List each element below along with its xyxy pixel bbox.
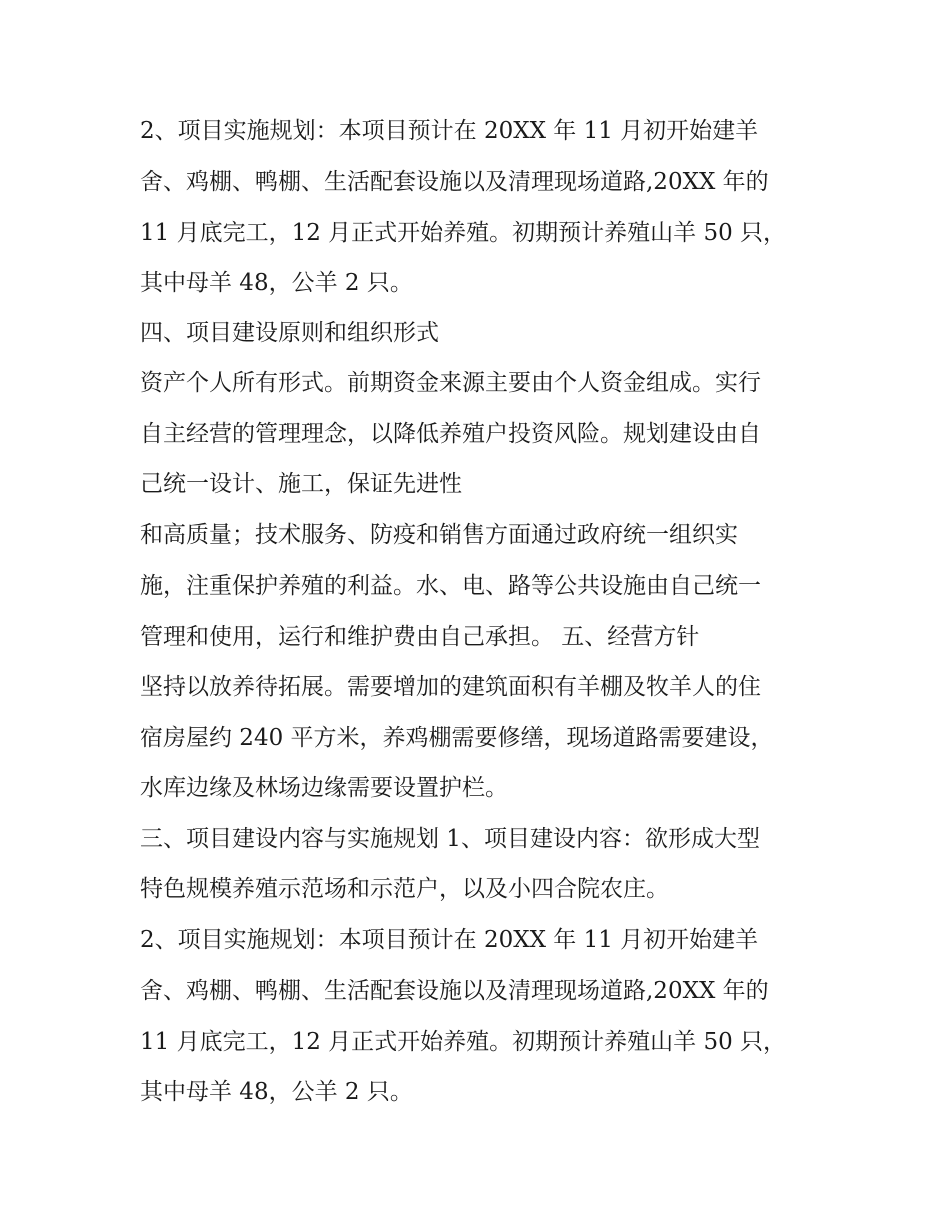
text-line: 和高质量；技术服务、防疫和销售方面通过政府统一组织实 <box>140 522 738 548</box>
text-line: 11 月底完工，12 月正式开始养殖。初期预计养殖山羊 50 只， <box>140 220 787 246</box>
text-line: 其中母羊 48，公羊 2 只。 <box>140 1079 413 1105</box>
text-line: 三、项目建设内容与实施规划 1、项目建设内容：欲形成大型 <box>140 826 760 852</box>
text-line: 11 月底完工，12 月正式开始养殖。初期预计养殖山羊 50 只， <box>140 1029 787 1055</box>
text-line: 其中母羊 48，公羊 2 只。 <box>140 270 413 296</box>
text-line: 宿房屋约 240 平方米，养鸡棚需要修缮，现场道路需要建设， <box>140 725 774 751</box>
section-heading: 四、项目建设原则和组织形式 <box>140 320 439 346</box>
text-line: 2、项目实施规划：本项目预计在 20XX 年 11 月初开始建羊 <box>140 927 759 953</box>
text-line: 自主经营的管理理念，以降低养殖户投资风险。规划建设由自 <box>140 421 761 447</box>
text-line: 管理和使用，运行和维护费由自己承担。 五、经营方针 <box>140 624 700 650</box>
text-line: 坚持以放养待拓展。需要增加的建筑面积有羊棚及牧羊人的住 <box>140 674 761 700</box>
text-line: 施，注重保护养殖的利益。水、电、路等公共设施由自己统一 <box>140 573 761 599</box>
text-line: 舍、鸡棚、鸭棚、生活配套设施以及清理现场道路,20XX 年的 <box>140 978 769 1004</box>
text-line: 舍、鸡棚、鸭棚、生活配套设施以及清理现场道路,20XX 年的 <box>140 169 769 195</box>
text-line: 资产个人所有形式。前期资金来源主要由个人资金组成。实行 <box>140 370 761 396</box>
text-line: 水库边缘及林场边缘需要设置护栏。 <box>140 775 508 801</box>
text-line: 特色规模养殖示范场和示范户，以及小四合院农庄。 <box>140 876 669 902</box>
text-line: 2、项目实施规划：本项目预计在 20XX 年 11 月初开始建羊 <box>140 118 759 144</box>
text-line: 己统一设计、施工，保证先进性 <box>140 471 462 497</box>
